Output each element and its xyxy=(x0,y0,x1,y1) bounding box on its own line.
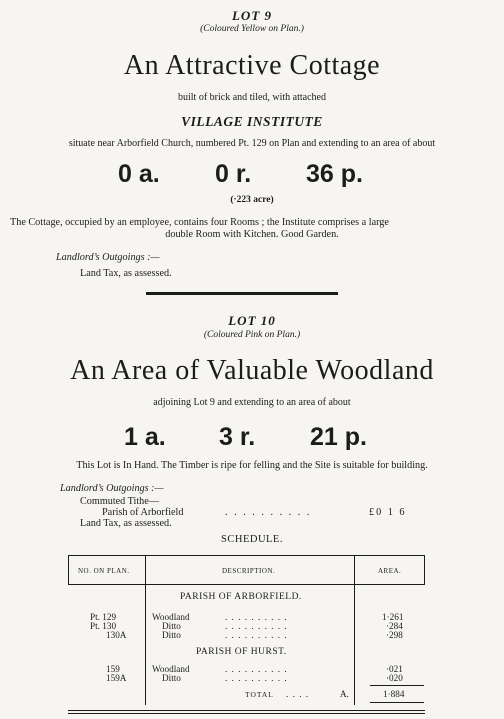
table-col-rule-2 xyxy=(354,555,355,705)
row-dots: . . . . . . . . . . xyxy=(225,673,288,683)
row-no: Pt. 130 xyxy=(90,621,117,631)
table-bottom-rule-double xyxy=(68,713,425,714)
table-bottom-rule xyxy=(68,710,425,711)
lot9-area-perches: 36 p. xyxy=(306,160,363,188)
row-no: 130A xyxy=(106,630,127,640)
lot9-acre: (·223 acre) xyxy=(230,195,274,205)
lot10-area-perches: 21 p. xyxy=(310,423,367,451)
total-rule-bottom xyxy=(370,702,424,703)
lot10-tithe: Commuted Tithe— xyxy=(80,496,159,507)
row-area: ·298 xyxy=(386,630,403,640)
lot9-area xyxy=(0,160,504,194)
lot9-outgoings-label: Landlord’s Outgoings :— xyxy=(56,252,160,263)
row-dots: . . . . . . . . . . xyxy=(225,612,288,622)
col-header-no: NO. ON PLAN. xyxy=(78,567,130,575)
lot9-para-line2: double Room with Kitchen. Good Garden. xyxy=(165,229,339,240)
row-area: ·020 xyxy=(386,673,403,683)
table-right-rule xyxy=(424,555,425,585)
lot9-para-line1: The Cottage, occupied by an employee, contains four Rooms ; the Institute comprises a large xyxy=(10,217,389,228)
lot10-parish-line: Parish of Arborfield xyxy=(102,507,184,518)
total-unit: A. xyxy=(340,689,349,699)
row-desc: Woodland xyxy=(152,612,190,622)
col-header-area: AREA. xyxy=(378,567,402,575)
total-dots: . . . . xyxy=(286,689,310,699)
table-left-rule xyxy=(68,555,69,585)
total-rule-top xyxy=(370,685,424,686)
lot10-land-tax: Land Tax, as assessed. xyxy=(80,518,172,529)
lot10-parish-dots: . . . . . . . . . . xyxy=(225,507,312,518)
parish-heading-arborfield: PARISH OF ARBORFIELD. xyxy=(180,592,302,602)
row-area: ·284 xyxy=(386,621,403,631)
row-desc: Woodland xyxy=(152,664,190,674)
lot10-area xyxy=(0,423,504,457)
row-area: 1·261 xyxy=(382,612,404,622)
total-value: 1·884 xyxy=(383,689,405,699)
lot10-subtitle: (Coloured Pink on Plan.) xyxy=(203,330,301,340)
lot9-location: situate near Arborfield Church, numbered Pt. 129 on Plan and extending to an area of about xyxy=(68,138,436,149)
row-dots: . . . . . . . . . . xyxy=(225,664,288,674)
lot10-para: This Lot is In Hand. The Timber is ripe for felling and the Site is suitable for building. xyxy=(76,460,428,471)
row-desc: Ditto xyxy=(162,630,181,640)
lot9-area-roods: 0 r. xyxy=(215,160,252,188)
lot10-area-roods: 3 r. xyxy=(219,423,256,451)
row-dots: . . . . . . . . . . xyxy=(225,630,288,640)
col-header-description: DESCRIPTION. xyxy=(222,567,276,575)
row-desc: Ditto xyxy=(162,673,181,683)
parish-heading-hurst: PARISH OF HURST. xyxy=(196,647,287,657)
lot10-title: LOT 10 xyxy=(228,313,276,328)
lot10-description: adjoining Lot 9 and extending to an area of about xyxy=(153,397,351,408)
lot10-tithe-amount: £0 1 6 xyxy=(369,507,407,518)
row-no: 159 xyxy=(106,664,120,674)
lot9-title: LOT 9 xyxy=(231,8,273,23)
lot9-description: built of brick and tiled, with attached xyxy=(177,92,326,103)
lot10-headline: An Area of Valuable Woodland xyxy=(70,355,434,386)
lot9-area-acres: 0 a. xyxy=(118,160,160,188)
lot9-institute: VILLAGE INSTITUTE xyxy=(181,114,323,129)
table-col-rule-1 xyxy=(145,555,146,705)
section-divider xyxy=(146,292,338,295)
row-no: 159A xyxy=(106,673,127,683)
table-top-rule xyxy=(68,555,425,556)
total-label: TOTAL xyxy=(245,690,274,699)
lot10-outgoings-label: Landlord’s Outgoings :— xyxy=(60,483,164,494)
row-desc: Ditto xyxy=(162,621,181,631)
row-no: Pt. 129 xyxy=(90,612,117,622)
lot9-headline: An Attractive Cottage xyxy=(123,50,381,81)
lot9-subtitle: (Coloured Yellow on Plan.) xyxy=(200,24,304,34)
row-dots: . . . . . . . . . . xyxy=(225,621,288,631)
schedule-heading: SCHEDULE. xyxy=(221,534,283,545)
lot10-area-acres: 1 a. xyxy=(124,423,166,451)
row-area: ·021 xyxy=(386,664,403,674)
lot9-outgoings-item: Land Tax, as assessed. xyxy=(80,268,172,279)
table-header-rule xyxy=(68,584,425,585)
